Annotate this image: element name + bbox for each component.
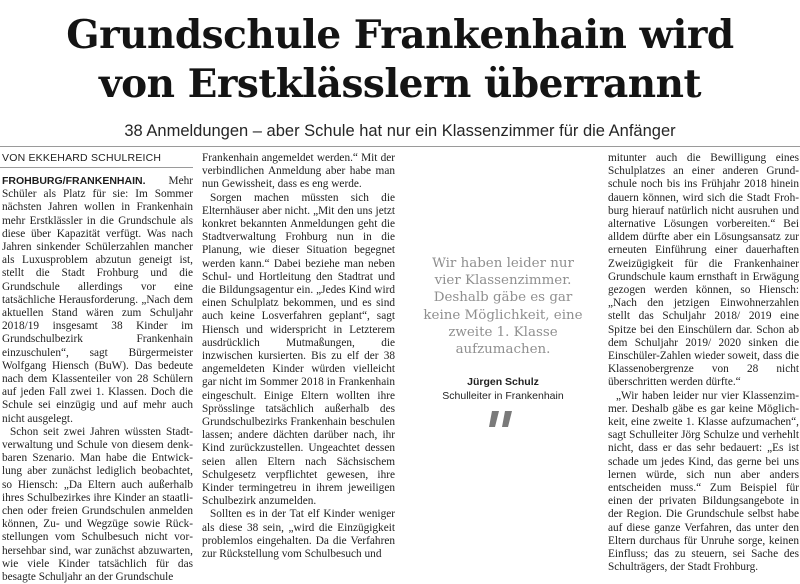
subheadline: 38 Anmeldungen – aber Schule hat nur ein Klassenzimmer für die Anfänger [124, 122, 676, 140]
article-column-4 [608, 152, 799, 574]
closing-quote-mark-icon [485, 405, 521, 441]
pull-quote-text: Wir haben leider nur vier Klassenzimmer. Deshalb gäbe es gar keine Möglichkeit, eine zweite 1. Klasse aufzumachen. [423, 256, 583, 358]
byline-rule [0, 167, 193, 168]
dateline: FROHBURG/FRANKENHAIN. [2, 175, 146, 187]
pull-quote [418, 255, 588, 455]
byline: VON EKKEHARD SCHULREICH [2, 152, 162, 164]
top-rule [0, 146, 800, 147]
paragraph-6: mitunter auch die Bewilligung eines Schulplatzes an einer anderen Grundschule noch bis ins Frühjahr 2018 hinein dauern können, wird sich die Stadt Frohburg hierauf natürlich nicht ausruhen und alternative Lösungen vorbereiten.“ Bei alldem dürfte aber ein Lösungsansatz zur erneuten Einführung einer dauerhaften Zweizügigkeit für die Frankenhainer Grundschule kaum ernsthaft in Erwägung gezogen werden können, so Hiensch: „Nach den jetzigen Einwohnerzahlen stellt das Schuljahr 2018/ 2019 eine Spitze bei den Einschülern dar. Schon ab dem Schuljahr 2019/ 2020 sinken die Einschüler-Zahlen wieder soweit, dass die Klassenobergrenze von 28 nicht überschritten werden dürfte.“ [608, 152, 799, 389]
headline-line-2: von Erstklässlern überrannt [98, 61, 701, 107]
paragraph-1-body: Mehr Schüler als Platz für sie: Im Sommer nächsten Jahren wollen in Frankenhain mehr Erstklässler in die Grundschule als diese über Kapazität verfügt. Was nach Jahren sinkender Schülerzahlen mancher als Luxusproblem abzutun geneigt ist, stellt die Stadt Frohburg und die Grundschule allerdings vor eine tatsächliche Herausforderung. „Nach dem aktuellen Stand wären zum Schuljahr 2018/19 insgesamt 38 Kinder im Grundschulbezirk Frankenhain einzuschulen“, sagt Bürgermeister Wolfgang Hiensch (BuW). Das bedeute nach dem Klassenteiler von 28 Schülern auf jeden Fall zwei 1. Klassen. Doch die Schule sei einzügig und auf mehr auch nicht ausgelegt. [2, 175, 193, 425]
paragraph-4: Sorgen machen müssten sich die Elternhäuser aber nicht. „Mit den uns jetzt konkret bekannten Anmeldungen geht die Stadtverwaltung Frohburg nun in die Planung, wie dieser Situation begegnet werden kann.“ Dabei beziehe man neben Schul- und Hortleitung den Stadtrat und die Bildungsagentur ein. „Jedes Kind wird einen Schulplatz bekommen, und es sind auch keine Losverfahren geplant“, sagt Hiensch und widerspricht in Letzterem ausdrücklich Mutmaßungen, die inzwischen kursierten. Bis zu elf der 38 angemeldeten Kinder würden vielleicht gar nicht im Sommer 2018 in Frankenhain eingeschult. Einige Eltern wollten ihre Sprösslinge tatsächlich außerhalb des Grundschulbezirks Frankenhain beschulen lassen; andere dächten darüber nach, ihr Kind zurückzustellen. Ungeachtet dessen seien allen Eltern nach Sächsischem Schulgesetz verpflichtet gewesen, ihre Kinder termingetreu in ihrem jeweiligen Schulbezirk anzumelden. [202, 191, 395, 508]
paragraph-1 [2, 175, 193, 426]
headline-line-1: Grundschule Frankenhain wird [66, 12, 734, 58]
pull-quote-role: Schulleiter in Frankenhain [442, 390, 564, 403]
paragraph-5: Sollten es in der Tat elf Kinder weniger als diese 38 sein, „wird die Einzügigkeit problemlos eingehalten. Da die Verfahren zur Rückstellung vom Schulbesuch und [202, 508, 395, 561]
article-column-2 [202, 152, 395, 561]
pull-quote-speaker: Jürgen Schulz [467, 376, 539, 389]
article-column-1 [2, 175, 193, 584]
paragraph-3: Frankenhain angemeldet werden.“ Mit der verbindlichen Anmeldung aber habe man nun Gewissheit, dass es eng werde. [202, 152, 395, 191]
paragraph-2: Schon seit zwei Jahren wüssten Stadtverwaltung und Schule von diesem denkbaren Szenario. Man habe die Entwicklung aber zunächst lediglich beobachtet, so Hiensch: „Da Eltern auch außerhalb ihres Schulbezirkes ihre Kinder an staatlichen oder freien Grundschulen anmelden können, Zu- und Wegzüge sowie Rückstellungen vom Schulbesuch nicht vorhersehbar sind, war zunächst abzuwarten, wie viele Kinder tatsächlich für das besagte Schuljahr an der Grundschule [2, 425, 193, 584]
paragraph-7: „Wir haben leider nur vier Klassenzimmer. Deshalb gäbe es gar keine Möglichkeit, eine zweite 1. Klasse aufzumachen“, sagt Schulleiter Jörg Schulze und verhehlt nicht, dass er das sehr bedauert: „Es ist schade um jedes Kind, das gerne bei uns lernen würde, sich nun aber anders entscheiden muss.“ Zum Beispiel für einen der privaten Bildungsangebote in der Region. Die Grundschule selbst habe auf diese ganze Verfahren, das unter den Eltern durchaus für Unruhe sorge, keinen Einfluss; das zu steuern, sei Sache des Schulträgers, der Stadt Frohburg. [608, 389, 799, 574]
